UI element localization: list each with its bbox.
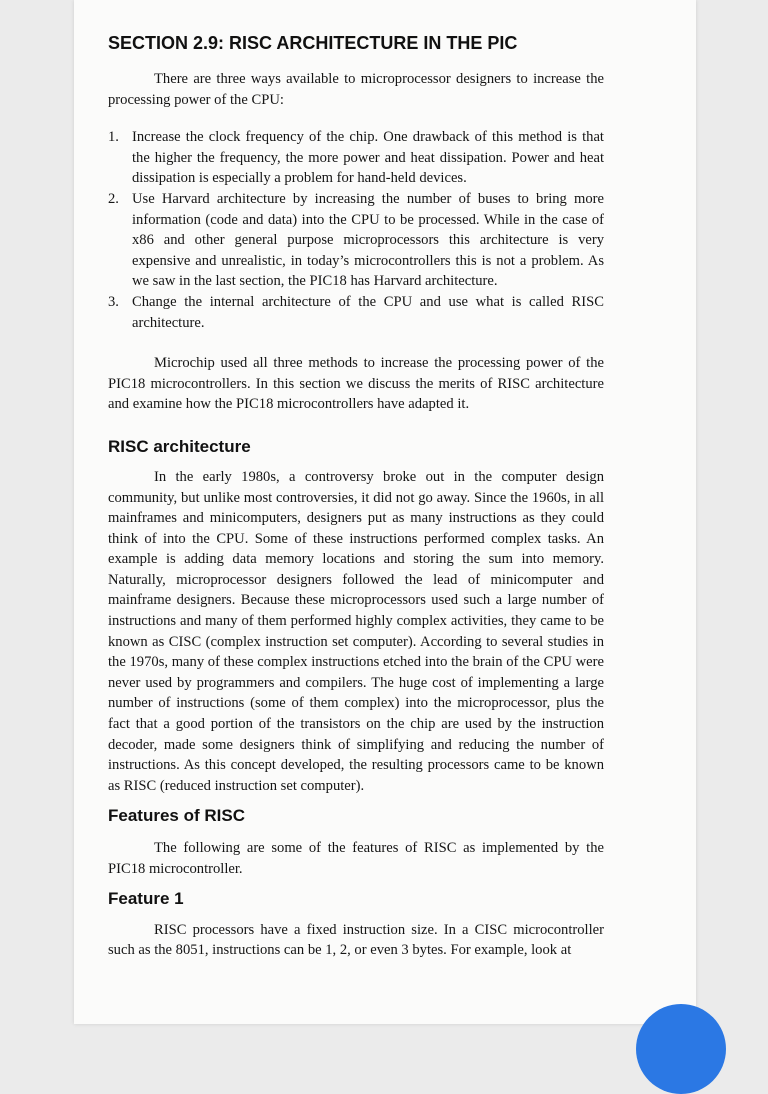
list-item-text: Increase the clock frequency of the chip. One drawback of this method is that the higher the frequency, the more power and heat dissipation. Power and heat dissipation is especially a problem for hand-held devices. [132,129,604,187]
floating-action-button[interactable] [636,1004,726,1094]
list-item-number: 3. [108,293,119,310]
list-item [108,127,604,189]
list-item-text: Change the internal architecture of the CPU and use what is called RISC architecture. [132,293,604,331]
risc-architecture-heading: RISC architecture [108,436,251,456]
list-item-text: Use Harvard architecture by increasing the number of buses to bring more information (code and data) into the CPU to be processed. While in the case of x86 and other general purpose microprocessors this architecture is very expensive and unrealistic, in today’s microcontrollers this is not a problem. As we saw in the last section, the PIC18 has Harvard architecture. [132,190,604,290]
feature-1-heading: Feature 1 [108,888,184,908]
page-content [108,32,604,961]
risc-architecture-paragraph: In the early 1980s, a controversy broke out in the computer design community, but unlike most controversies, it did not go away. Since the 1960s, in all mainframes and minicomputers, designers put as many instructions as they could think of into the CPU. Some of these instructions performed complex tasks. An example is adding data memory locations and storing the sum into memory. Naturally, microprocessor designers followed the lead of minicomputer and mainframe designers. Because these microprocessors used such a large number of instructions and many of them performed highly complex activities, they came to be known as CISC (complex instruction set computer). According to several studies in the 1970s, many of these complex instructions etched into the brain of the CPU were never used by programmers and compilers. The huge cost of implementing a large number of instructions (some of them complex) into the microprocessor, plus the fact that a good portion of the transistors on the chip are used by the instruction decoder, made some designers think of simplifying and reducing the number of instructions. As this concept developed, the resulting processors came to be known as RISC (reduced instruction set computer). [108,468,604,794]
section-title: SECTION 2.9: RISC ARCHITECTURE IN THE PIC [108,33,518,53]
list-item-number: 2. [108,190,119,207]
document-page [74,0,696,1024]
microchip-paragraph: Microchip used all three methods to increase the processing power of the PIC18 microcontrollers. In this section we discuss the merits of RISC architecture and examine how the PIC18 microcontrollers have adapted it. [108,355,604,413]
list-item [108,292,604,333]
features-of-risc-heading: Features of RISC [108,806,245,826]
list-item-number: 1. [108,129,119,146]
list-item [108,189,604,292]
intro-paragraph: There are three ways available to microprocessor designers to increase the processing power of the CPU: [108,71,604,108]
features-paragraph: The following are some of the features of RISC as implemented by the PIC18 microcontroller. [108,840,604,877]
methods-list [108,127,604,333]
feature-1-paragraph: RISC processors have a fixed instruction size. In a CISC microcontroller such as the 8051, instructions can be 1, 2, or even 3 bytes. For example, look at [108,921,604,959]
